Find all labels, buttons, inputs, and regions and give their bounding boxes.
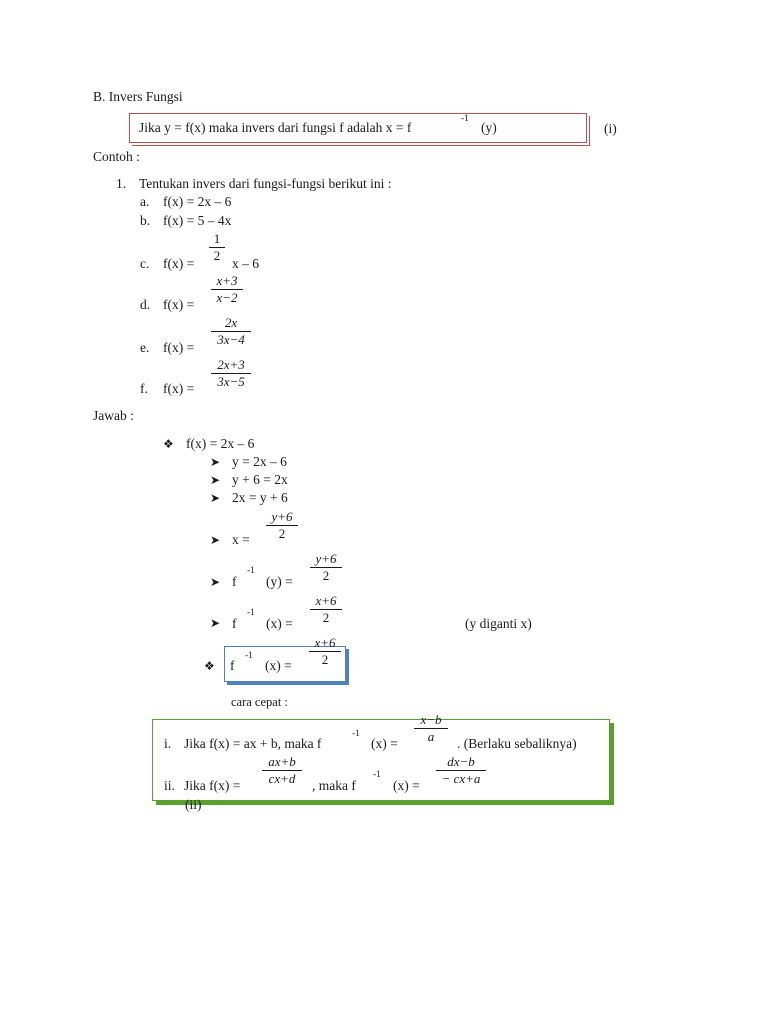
arrow-bullet-icon: ➤ bbox=[210, 575, 221, 589]
rule-tail: . (Berlaku sebaliknya) bbox=[457, 736, 577, 751]
fraction-numerator: 2x bbox=[224, 315, 238, 330]
arrow-bullet-icon: ➤ bbox=[210, 491, 221, 505]
item-text: f(x) = bbox=[163, 256, 195, 271]
fraction-numerator: x+6 bbox=[314, 635, 336, 650]
fraction-numerator: 1 bbox=[213, 231, 221, 246]
fraction-numerator: x+3 bbox=[216, 273, 238, 288]
fraction bbox=[309, 635, 341, 668]
fraction-denominator: 3x−4 bbox=[217, 332, 245, 347]
jawab-label: Jawab : bbox=[93, 408, 134, 423]
superscript: -1 bbox=[245, 651, 253, 661]
superscript: -1 bbox=[247, 608, 255, 618]
fraction bbox=[310, 593, 342, 626]
definition-text: Jika y = f(x) maka invers dari fungsi f adalah x = f bbox=[139, 120, 412, 135]
answer-step: y = 2x – 6 bbox=[232, 454, 287, 469]
fraction bbox=[436, 754, 486, 787]
item-text: f(x) = bbox=[163, 381, 195, 396]
arrow-bullet-icon: ➤ bbox=[210, 616, 221, 630]
rule-text: Jika f(x) = bbox=[184, 778, 241, 793]
cara-cepat-label: (ii) bbox=[185, 797, 202, 812]
item-letter: f. bbox=[140, 381, 148, 396]
item-letter: d. bbox=[140, 297, 151, 312]
diamond-bullet-icon: ❖ bbox=[204, 659, 215, 673]
answer-arg: (y) = bbox=[266, 574, 293, 589]
fraction-denominator: cx+d bbox=[268, 771, 296, 786]
definition-superscript: -1 bbox=[461, 114, 469, 124]
definition-tail: (y) bbox=[481, 120, 497, 135]
arrow-bullet-icon: ➤ bbox=[210, 455, 221, 469]
superscript: -1 bbox=[247, 566, 255, 576]
item-text: f(x) = bbox=[163, 340, 195, 355]
answer-head: f(x) = 2x – 6 bbox=[186, 436, 255, 451]
answer-step: x = bbox=[232, 532, 250, 547]
fraction bbox=[211, 357, 251, 390]
item-text: f(x) = bbox=[163, 297, 195, 312]
fraction-denominator: x−2 bbox=[216, 290, 238, 305]
cara-cepat-title: cara cepat : bbox=[231, 695, 288, 709]
fraction-numerator: x+6 bbox=[315, 593, 337, 608]
fraction-numerator: y+6 bbox=[271, 509, 293, 524]
fraction-numerator: ax+b bbox=[268, 754, 296, 769]
result-f: f bbox=[230, 658, 235, 673]
substitution-note: (y diganti x) bbox=[465, 616, 532, 631]
fraction-denominator: 2 bbox=[213, 248, 221, 263]
item-text: f(x) = 2x – 6 bbox=[163, 194, 232, 209]
superscript: -1 bbox=[373, 770, 381, 780]
answer-step: f bbox=[232, 574, 237, 589]
item-letter: c. bbox=[140, 256, 150, 271]
fraction bbox=[211, 315, 251, 348]
answer-arg: (x) = bbox=[266, 616, 293, 631]
fraction-numerator: 2x+3 bbox=[217, 357, 245, 372]
item-letter: b. bbox=[140, 213, 151, 228]
rule-arg: (x) = bbox=[393, 778, 420, 793]
fraction bbox=[310, 551, 342, 584]
fraction bbox=[209, 231, 225, 264]
section-title: B. Invers Fungsi bbox=[93, 89, 183, 104]
superscript: -1 bbox=[352, 729, 360, 739]
fraction bbox=[262, 754, 302, 787]
fraction-numerator: y+6 bbox=[315, 551, 337, 566]
answer-step: y + 6 = 2x bbox=[232, 472, 288, 487]
rule-text: Jika f(x) = ax + b, maka f bbox=[184, 736, 322, 751]
fraction bbox=[266, 509, 298, 542]
fraction-denominator: 2 bbox=[322, 568, 330, 583]
rule-mid: , maka f bbox=[312, 778, 356, 793]
fraction-denominator: 2 bbox=[278, 526, 286, 541]
arrow-bullet-icon: ➤ bbox=[210, 473, 221, 487]
rule-number: ii. bbox=[164, 778, 175, 793]
fraction-denominator: a bbox=[427, 729, 435, 744]
contoh-label: Contoh : bbox=[93, 149, 140, 164]
rule-arg: (x) = bbox=[371, 736, 398, 751]
fraction-denominator: 3x−5 bbox=[217, 374, 245, 389]
question-text: Tentukan invers dari fungsi-fungsi berikut ini : bbox=[139, 176, 392, 191]
answer-step: 2x = y + 6 bbox=[232, 490, 288, 505]
fraction-numerator: dx−b bbox=[447, 754, 475, 769]
diamond-bullet-icon: ❖ bbox=[163, 437, 174, 451]
rule-number: i. bbox=[164, 736, 172, 751]
fraction-denominator: − cx+a bbox=[441, 771, 481, 786]
item-tail: x – 6 bbox=[232, 256, 259, 271]
fraction bbox=[414, 712, 448, 745]
fraction bbox=[211, 273, 243, 306]
item-letter: a. bbox=[140, 194, 150, 209]
question-number: 1. bbox=[116, 176, 127, 191]
arrow-bullet-icon: ➤ bbox=[210, 533, 221, 547]
fraction-denominator: 2 bbox=[321, 652, 329, 667]
item-text: f(x) = 5 – 4x bbox=[163, 213, 232, 228]
fraction-numerator: x−b bbox=[420, 712, 442, 727]
answer-step: f bbox=[232, 616, 237, 631]
fraction-denominator: 2 bbox=[322, 610, 330, 625]
definition-label: (i) bbox=[604, 121, 617, 136]
result-arg: (x) = bbox=[265, 658, 292, 673]
item-letter: e. bbox=[140, 340, 150, 355]
